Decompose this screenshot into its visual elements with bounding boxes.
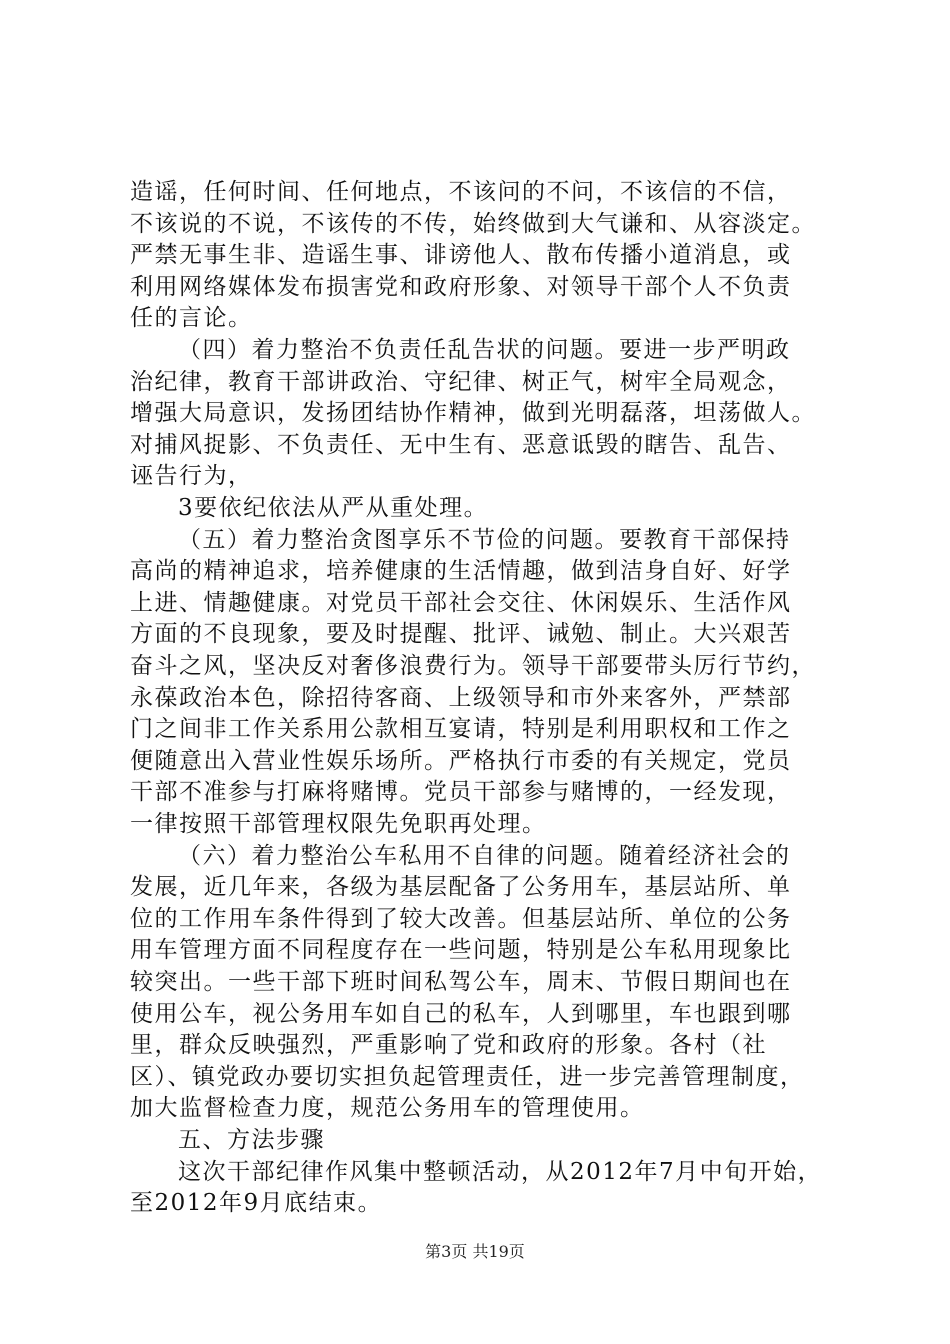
text-line: 至2012年9月底结束。 [130,1190,383,1217]
text-line: 增强大局意识，发扬团结协作精神，做到光明磊落，坦荡做人。 [130,400,816,427]
section-heading-5: （五）着力整治贪图享乐不节俭的问题。要教育干部保持 [178,526,791,553]
text-line: 加大监督检查力度，规范公务用车的管理使用。 [130,1095,645,1122]
text-line: 这次干部纪律作风集中整顿活动，从2012年7月中旬开始， [178,1158,823,1185]
text-line: 干部不准参与打麻将赌博。党员干部参与赌博的，一经发现， [130,779,792,806]
text-line: 高尚的精神追求，培养健康的生活情趣，做到洁身自好、好学 [130,558,792,585]
text-line: 里，群众反映强烈，严重影响了党和政府的形象。各村（社 [130,1032,767,1059]
text-line: 利用网络媒体发布损害党和政府形象、对领导干部个人不负责 [130,273,792,300]
text-line: 严禁无事生非、造谣生事、诽谤他人、散布传播小道消息，或 [130,242,792,269]
text-line: 方面的不良现象，要及时提醒、批评、诫勉、制止。大兴艰苦 [130,621,792,648]
text-line: 任的言论。 [130,305,253,332]
text-line: 用车管理方面不同程度存在一些问题，特别是公车私用现象比 [130,937,792,964]
text-line: 诬告行为， [130,463,253,490]
text-line: 较突出。一些干部下班时间私驾公车，周末、节假日期间也在 [130,969,792,995]
section-heading-methods: 五、方法步骤 [178,1127,325,1153]
text-line: 上进、情趣健康。对党员干部社会交往、休闲娱乐、生活作风 [130,589,792,616]
text-line: 不该说的不说，不该传的不传，始终做到大气谦和、从容淡定。 [130,210,816,237]
text-line: 奋斗之风，坚决反对奢侈浪费行为。领导干部要带头厉行节约， [130,653,816,679]
text-line: 3要依纪依法从严从重处理。 [178,495,489,521]
text-line: 永葆政治本色，除招待客商、上级领导和市外来客外，严禁部 [130,684,792,711]
text-line: 发展，近几年来，各级为基层配备了公务用车，基层站所、单 [130,874,792,901]
section-heading-6: （六）着力整治公车私用不自律的问题。随着经济社会的 [178,842,791,869]
text-line: 造谣，任何时间、任何地点，不该问的不问，不该信的不信， [130,179,792,205]
text-line: 位的工作用车条件得到了较大改善。但基层站所、单位的公务 [130,905,792,932]
text-line: 便随意出入营业性娱乐场所。严格执行市委的有关规定，党员 [130,747,792,774]
text-line: 一律按照干部管理权限先免职再处理。 [130,811,547,837]
text-line: 治纪律，教育干部讲政治、守纪律、树正气，树牢全局观念， [130,368,792,395]
section-heading-4: （四）着力整治不负责任乱告状的问题。要进一步严明政 [178,337,791,363]
text-line: 门之间非工作关系用公款相互宴请，特别是利用职权和工作之 [130,716,792,743]
text-line: 使用公车，视公务用车如自己的私车，人到哪里，车也跟到哪 [130,1000,792,1027]
text-line: 区）、镇党政办要切实担负起管理责任，进一步完善管理制度， [130,1063,805,1090]
text-line: 对捕风捉影、不负责任、无中生有、恶意诋毁的瞎告、乱告、 [130,431,792,458]
page-number: 第3页 共19页 [425,1242,525,1261]
